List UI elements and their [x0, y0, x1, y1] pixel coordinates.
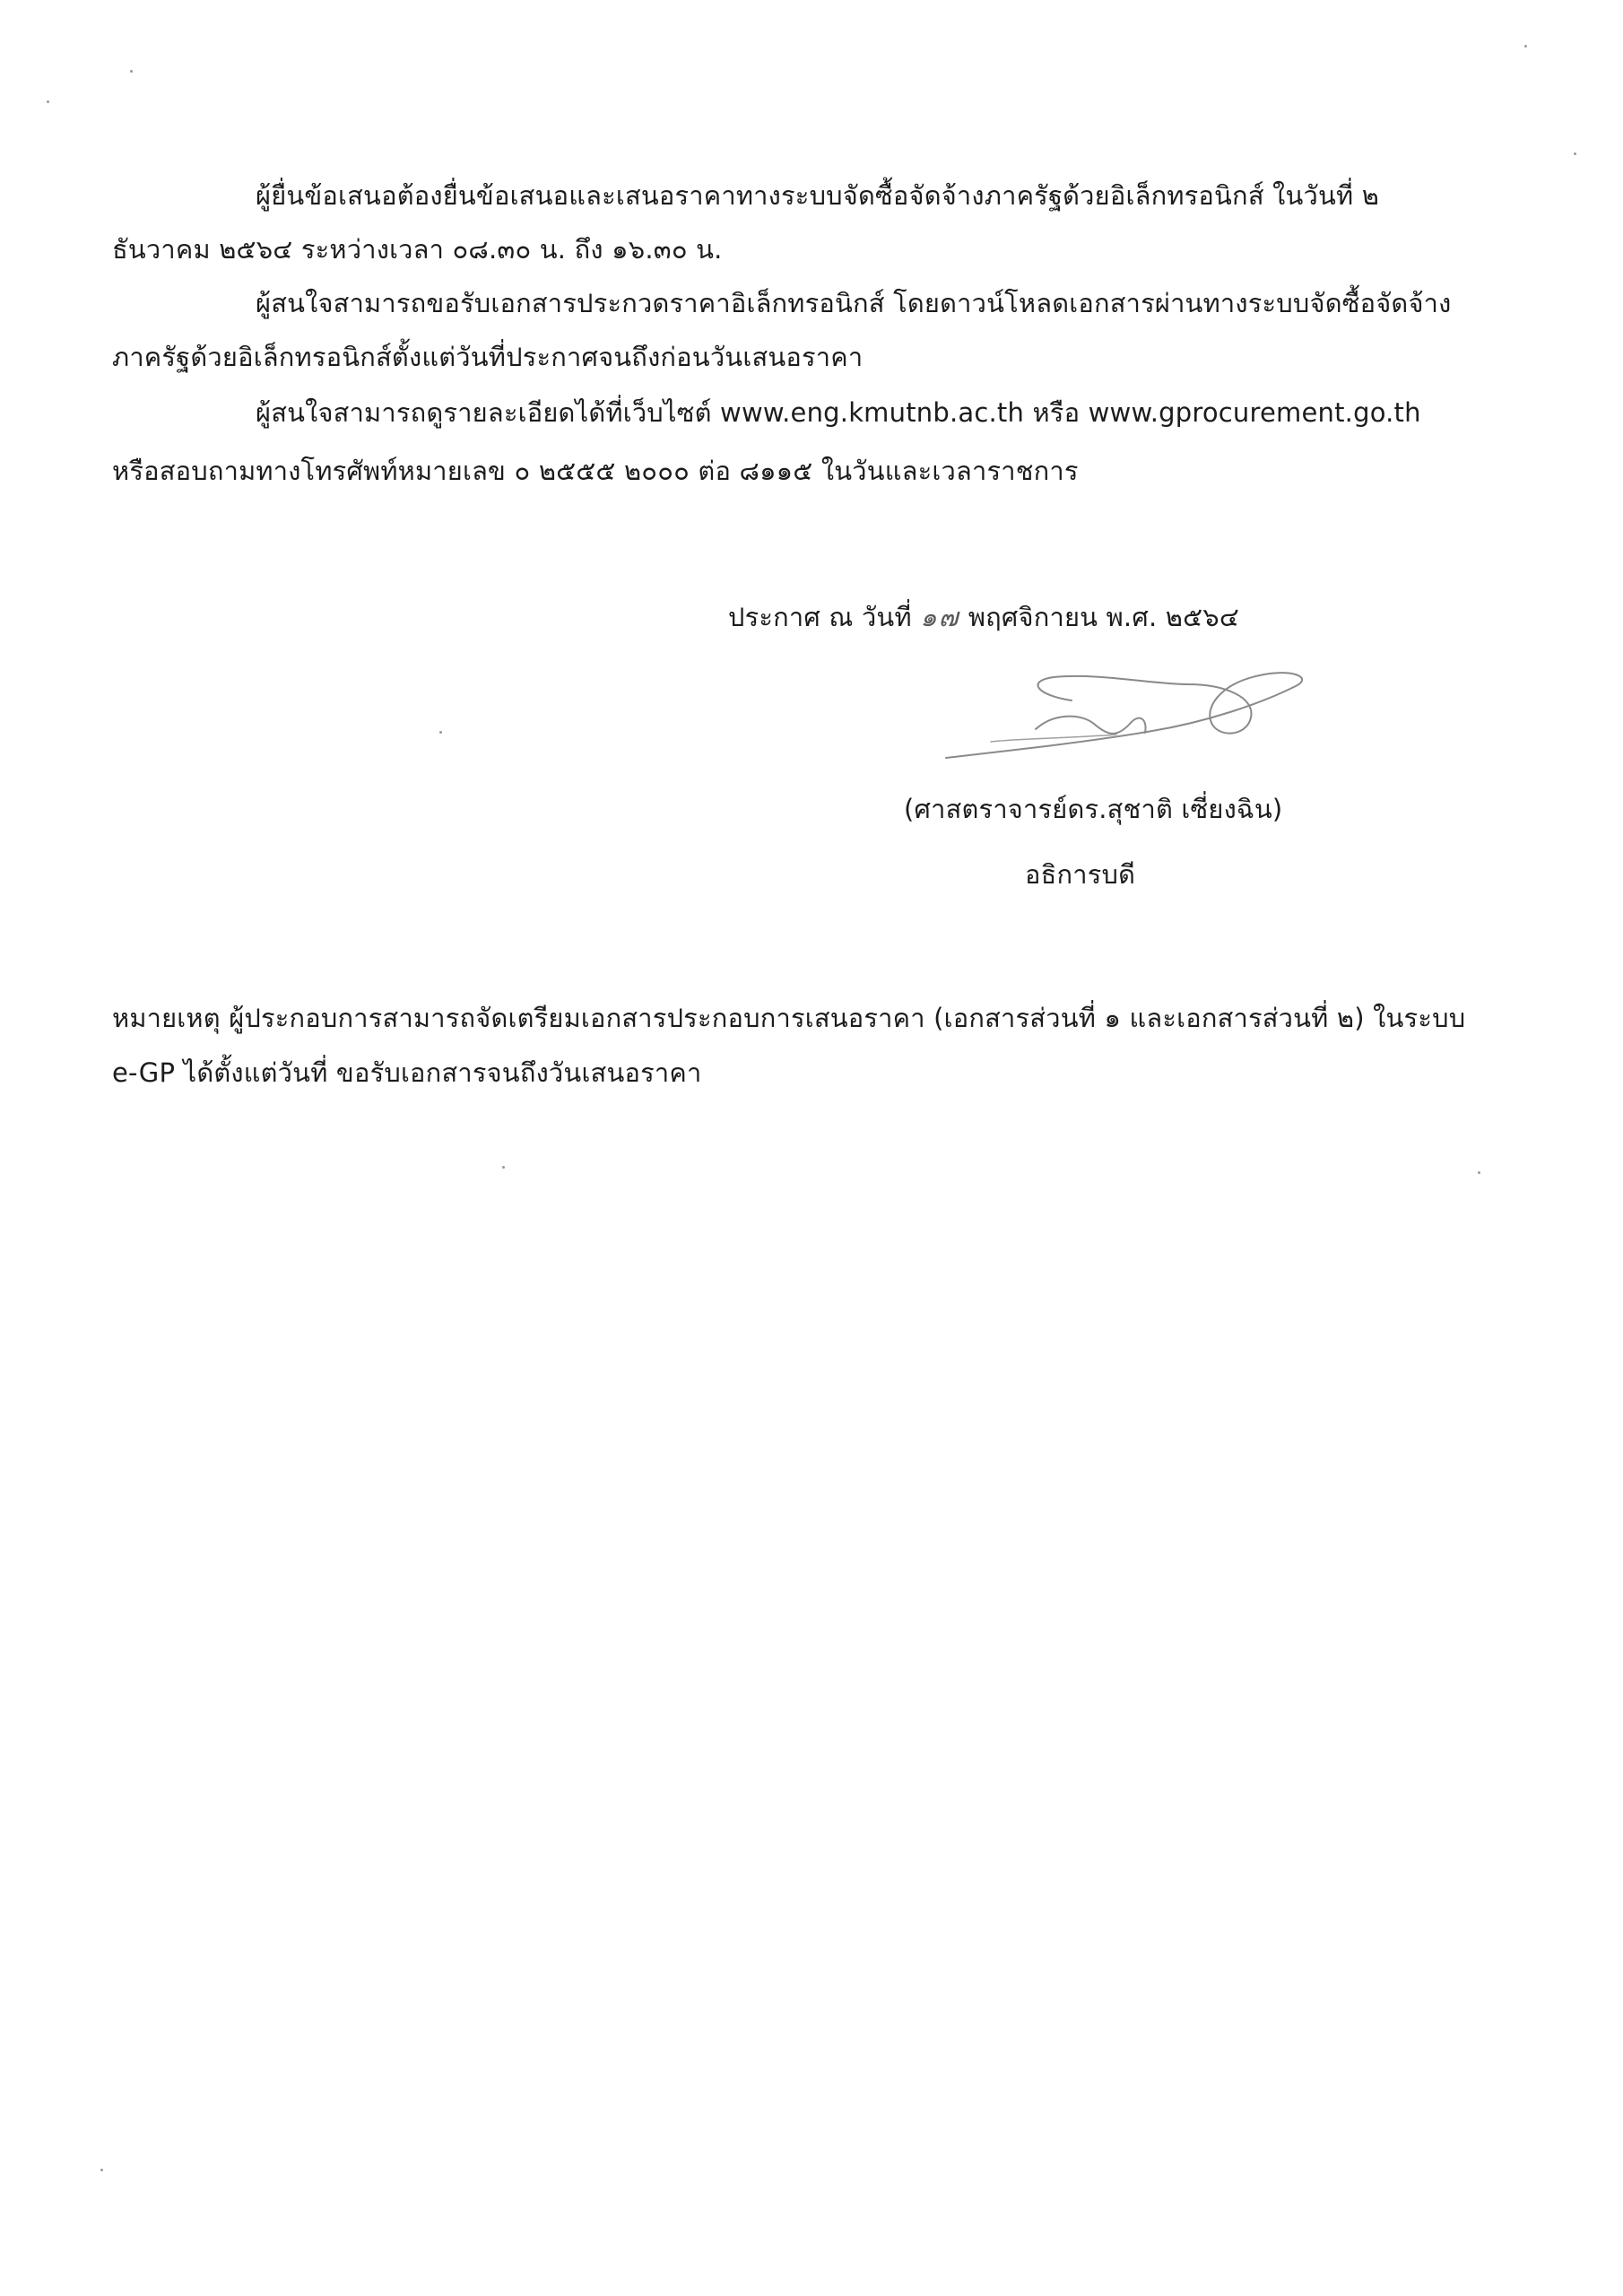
scan-speck: [1524, 45, 1527, 48]
scan-speck: [130, 70, 133, 73]
scan-speck: [502, 1166, 505, 1169]
announcement-prefix: ประกาศ ณ วันที่: [728, 602, 912, 632]
scan-speck: [47, 100, 49, 103]
scan-speck: [100, 2169, 103, 2171]
signature-graphic: [937, 668, 1314, 767]
announcement-day-handwritten: ๑๗: [920, 602, 960, 632]
signatory-title: อธิการบดี: [1025, 859, 1136, 890]
paragraph-3-line-1: ผู้สนใจสามารถดูรายละเอียดได้ที่เว็บไซต์ www.eng.kmutnb.ac.th หรือ www.gprocurement.go.th: [256, 397, 1421, 428]
scan-speck: [1478, 1171, 1480, 1174]
scan-speck: [439, 731, 442, 734]
remark-line-2: e-GP ได้ตั้งแต่วันที่ ขอรับเอกสารจนถึงวันเสนอราคา: [112, 1057, 702, 1088]
paragraph-2-line-2: ภาครัฐด้วยอิเล็กทรอนิกส์ตั้งแต่วันที่ประกาศจนถึงก่อนวันเสนอราคา: [112, 342, 864, 372]
paragraph-3-line-2: หรือสอบถามทางโทรศัพท์หมายเลข ๐ ๒๕๕๕ ๒๐๐๐ ต่อ ๘๑๑๕ ในวันและเวลาราชการ: [112, 456, 1079, 486]
paragraph-2-line-1: ผู้สนใจสามารถขอรับเอกสารประกวดราคาอิเล็กทรอนิกส์ โดยดาวน์โหลดเอกสารผ่านทางระบบจัดซื้อจัดจ้าง: [256, 288, 1452, 318]
announcement-suffix: พฤศจิกายน พ.ศ. ๒๕๖๔: [968, 602, 1239, 632]
announcement-date: [728, 599, 1239, 635]
paragraph-1-line-1: ผู้ยื่นข้อเสนอต้องยื่นข้อเสนอและเสนอราคาทางระบบจัดซื้อจัดจ้างภาครัฐด้วยอิเล็กทรอนิกส์ ในวันที่ ๒: [256, 180, 1380, 211]
signatory-name: (ศาสตราจารย์ดร.สุชาติ เซี่ยงฉิน): [904, 794, 1283, 824]
scan-speck: [1574, 152, 1576, 155]
remark-line-1: หมายเหตุ ผู้ประกอบการสามารถจัดเตรียมเอกสารประกอบการเสนอราคา (เอกสารส่วนที่ ๑ และเอกสารส่วนที่ ๒) ในระบบ: [112, 1003, 1466, 1033]
paragraph-1-line-2: ธันวาคม ๒๕๖๔ ระหว่างเวลา ๐๘.๓๐ น. ถึง ๑๖.๓๐ น.: [112, 234, 723, 265]
